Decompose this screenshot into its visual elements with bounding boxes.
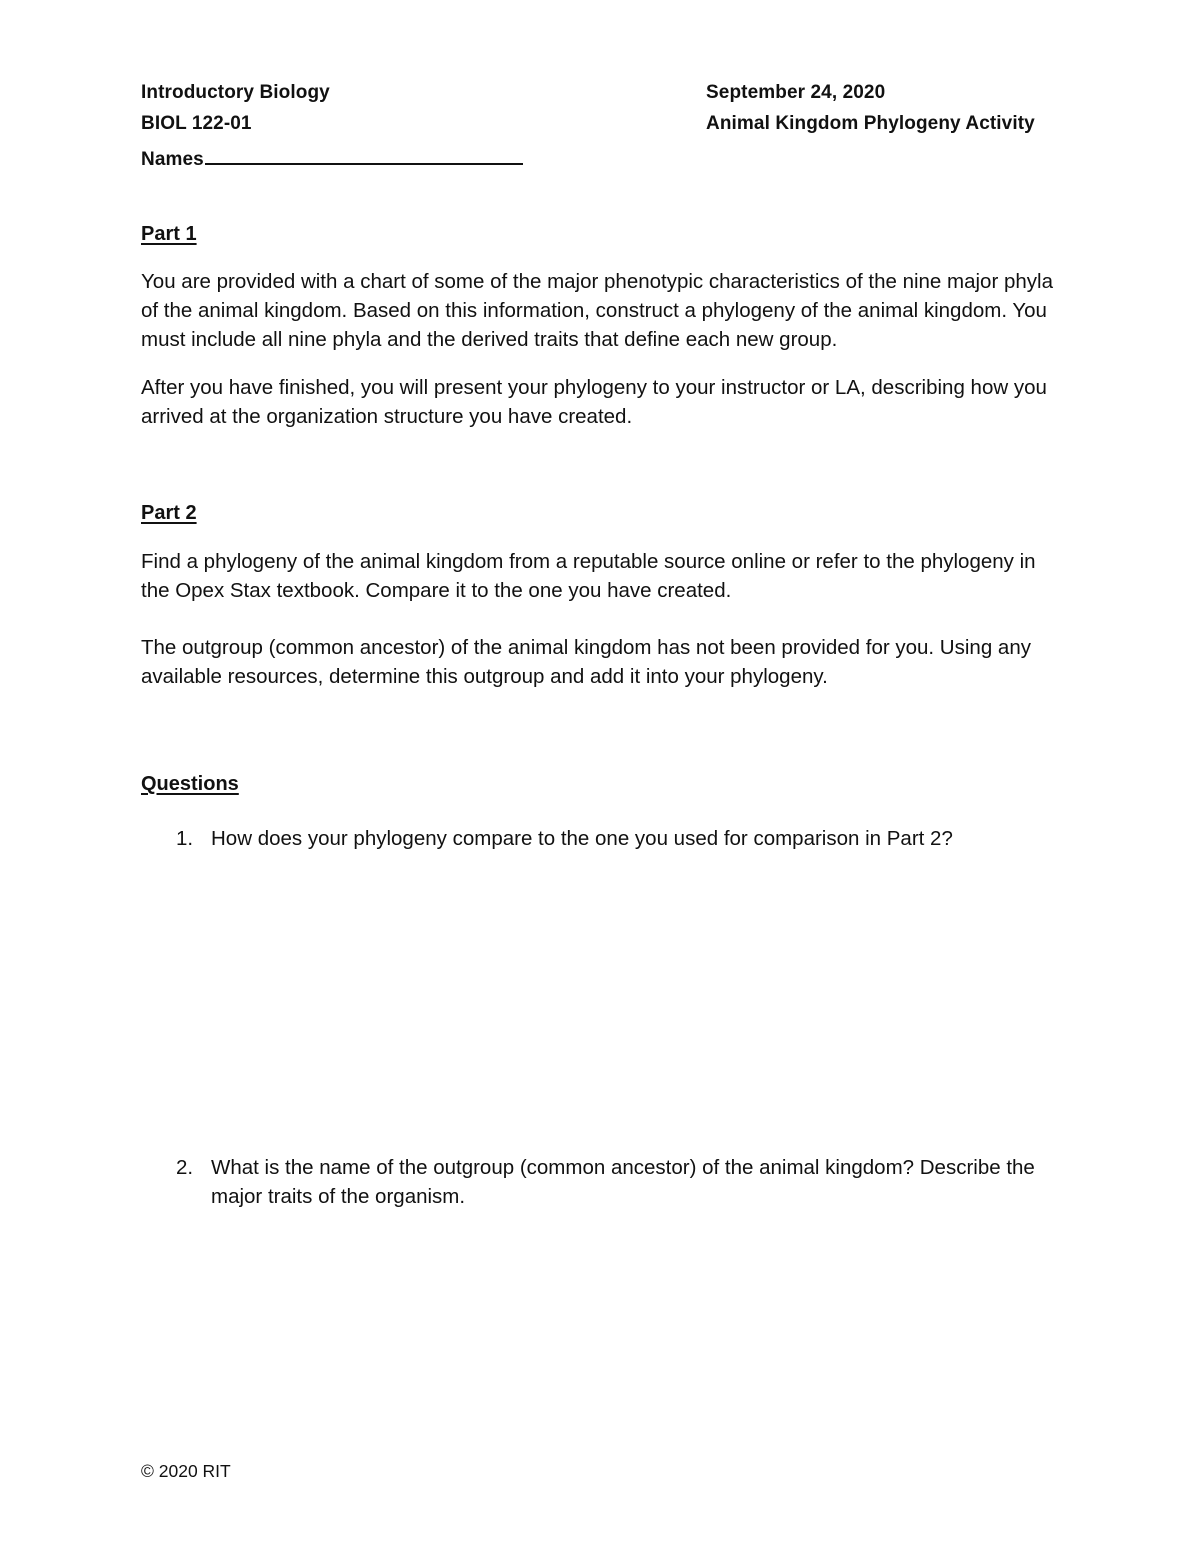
part1-heading: Part 1 [141,223,197,245]
course-name: Introductory Biology [141,82,330,103]
list-item [141,824,1066,853]
questions-heading: Questions [141,773,239,795]
names-field [141,145,523,171]
names-blank-line [205,145,523,165]
names-label: Names [141,149,204,170]
list-item [141,1153,1066,1211]
part2-paragraph-1: Find a phylogeny of the animal kingdom from a reputable source online or refer to the phylogeny in the Opex Stax textbook. Compare it to the one you have created. [141,550,1036,602]
question-text: What is the name of the outgroup (common ancestor) of the animal kingdom? Describe the major traits of the organism. [211,1156,1035,1208]
part1-paragraph-1: You are provided with a chart of some of the major phenotypic characteristics of the nine major phyla of the animal kingdom. Based on this information, construct a phylogeny of the animal kingdom. You must include all nine phyla and the derived traits that define each new group. [141,270,1053,351]
question-1 [141,824,1066,853]
part2-paragraph-2: The outgroup (common ancestor) of the animal kingdom has not been provided for you. Using any available resources, determine this outgroup and add it into your phylogeny. [141,636,1031,688]
part2-heading: Part 2 [141,502,197,524]
question-number: 2. [176,1156,194,1179]
course-code: BIOL 122-01 [141,113,252,134]
activity-title: Animal Kingdom Phylogeny Activity [706,113,1035,134]
date: September 24, 2020 [706,82,886,103]
question-number: 1. [176,827,194,850]
copyright-footer: © 2020 RIT [141,1461,231,1481]
part1-paragraph-2: After you have finished, you will present your phylogeny to your instructor or LA, describing how you arrived at the organization structure you have created. [141,376,1047,428]
question-text: How does your phylogeny compare to the one you used for comparison in Part 2? [211,827,953,850]
question-2 [141,1153,1066,1211]
